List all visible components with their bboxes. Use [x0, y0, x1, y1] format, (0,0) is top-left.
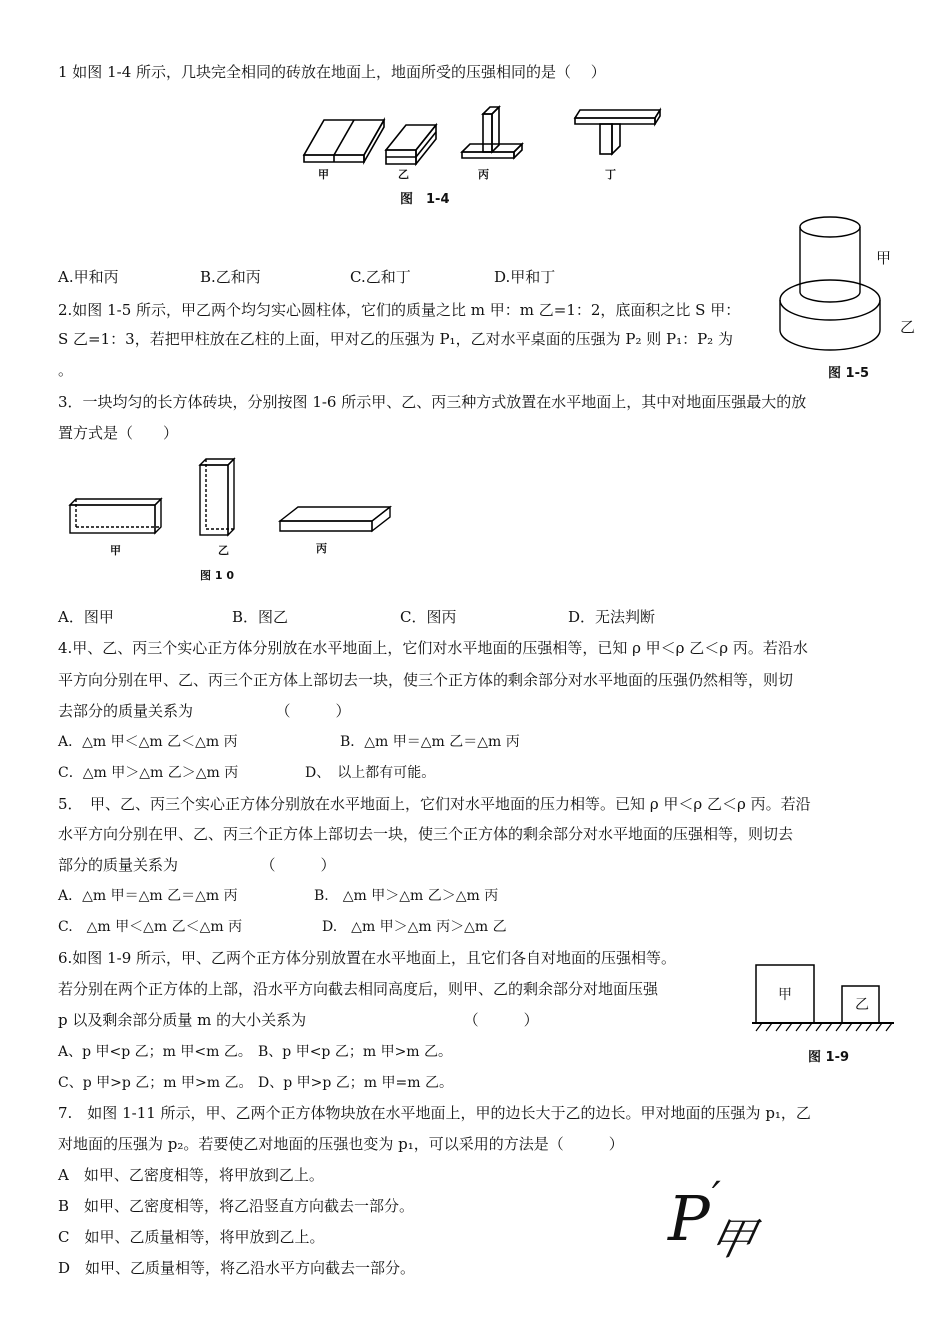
q2-label-yi: 乙 — [900, 318, 916, 336]
formula-base: P — [668, 1182, 710, 1255]
q6-option-b: B、p 甲<p 乙；m 甲>m 乙。 — [258, 1044, 453, 1060]
q5-option-d: D. △m 甲＞△m 丙＞△m 乙 — [322, 919, 507, 935]
formula-p-prime-jia — [668, 1174, 763, 1265]
q4-option-c: C．△m 甲＞△m 乙＞△m 丙 — [58, 765, 239, 781]
q6-line-2: 若分别在两个正方体的上部，沿水平方向截去相同高度后，则甲、乙的剩余部分对地面压强 — [58, 980, 659, 998]
q4-option-a: A．△m 甲＜△m 乙＜△m 丙 — [58, 734, 238, 750]
figure-1-4 — [300, 100, 670, 210]
q3-option-d: D．无法判断 — [568, 608, 656, 626]
q7-line-2: 对地面的压强为 p₂。若要使乙对地面的压强也变为 p₁，可以采用的方法是（ ） — [58, 1135, 624, 1153]
q1-option-d: D.甲和丁 — [494, 268, 556, 286]
q3-label-yi: 乙 — [218, 544, 229, 557]
q4-option-b: B．△m 甲＝△m 乙＝△m 丙 — [340, 734, 520, 750]
q7-option-d: D 如甲、乙质量相等，将乙沿水平方向截去一部分。 — [58, 1259, 416, 1277]
q1-text: 1 如图 1-4 所示，几块完全相同的砖放在地面上，地面所受的压强相同的是（ ） — [58, 63, 606, 81]
q4-line-1: 4.甲、乙、丙三个实心正方体分别放在水平地面上，它们对水平地面的压强相等，已知 ρ 甲＜ρ 乙＜ρ 丙。若沿水 — [58, 639, 808, 657]
q2-line-1: 2.如图 1-5 所示，甲乙两个均匀实心圆柱体，它们的质量之比 m 甲：m 乙=1：2，底面积之比 S 甲： — [58, 301, 741, 319]
q6-option-d: D、p 甲>p 乙；m 甲=m 乙。 — [258, 1075, 453, 1091]
q6-line-1: 6.如图 1-9 所示，甲、乙两个正方体分别放置在水平地面上，且它们各自对地面的压强相等。 — [58, 949, 677, 967]
q2-line-3: 。 — [58, 361, 74, 379]
q1-option-c: C.乙和丁 — [350, 268, 411, 286]
q2-label-jia: 甲 — [876, 249, 892, 267]
q3-option-b: B．图乙 — [232, 608, 289, 626]
q5-option-b: B. △m 甲＞△m 乙＞△m 丙 — [314, 888, 499, 904]
q3-option-c: C．图丙 — [400, 608, 457, 626]
formula-subscript: 甲 — [704, 1214, 760, 1265]
q1-label-yi: 乙 — [398, 168, 409, 181]
q5-line-2: 水平方向分别在甲、乙、丙三个正方体上部切去一块，使三个正方体的剩余部分对水平地面的压强相等，则切去 — [58, 825, 794, 843]
formula-prime: ′ — [711, 1174, 721, 1220]
q4-line-2: 平方向分别在甲、乙、丙三个正方体上部切去一块，使三个正方体的剩余部分对水平地面的压强仍然相等，则切 — [58, 671, 794, 689]
q2-line-2: S 乙=1：3，若把甲柱放在乙柱的上面，甲对乙的压强为 P₁，乙对水平桌面的压强为 P₂ 则 P₁：P₂ 为 — [58, 330, 733, 348]
figure-1-5 — [778, 212, 888, 362]
q5-line-1: 5． 甲、乙、丙三个实心正方体分别放在水平地面上，它们对水平地面的压力相等。已知 ρ 甲＜ρ 乙＜ρ 丙。若沿 — [58, 795, 811, 813]
q7-option-c: C 如甲、乙质量相等，将甲放到乙上。 — [58, 1228, 325, 1246]
q4-option-d: D、 以上都有可能。 — [305, 765, 436, 781]
q6-label-yi: 乙 — [855, 997, 869, 1013]
q5-line-3: 部分的质量关系为 （ ） — [58, 856, 336, 874]
q3-label-jia: 甲 — [110, 544, 121, 557]
q1-option-b: B.乙和丙 — [200, 268, 261, 286]
q1-label-bing: 丙 — [478, 168, 489, 181]
figure-1-4-caption: 图 1-4 — [400, 192, 450, 207]
figure-1-9-caption: 图 1-9 — [808, 1050, 850, 1065]
q6-label-jia: 甲 — [778, 987, 792, 1003]
q6-line-3: p 以及剩余部分质量 m 的大小关系为 （ ） — [58, 1011, 539, 1029]
q6-option-a: A、p 甲<p 乙；m 甲<m 乙。 — [58, 1044, 252, 1060]
q5-option-a: A．△m 甲＝△m 乙＝△m 丙 — [58, 888, 238, 904]
q3-label-bing: 丙 — [316, 542, 327, 555]
q3-option-a: A．图甲 — [58, 608, 114, 626]
figure-1-6-caption: 图 1 0 — [200, 569, 234, 582]
q1-label-ding: 丁 — [605, 168, 616, 181]
q7-line-1: 7. 如图 1-11 所示，甲、乙两个正方体物块放在水平地面上，甲的边长大于乙的边长。甲对地面的压强为 p₁，乙 — [58, 1104, 811, 1122]
q7-option-b: B 如甲、乙密度相等，将乙沿竖直方向截去一部分。 — [58, 1197, 415, 1215]
q3-line-1: 3．一块均匀的长方体砖块，分别按图 1-6 所示甲、乙、丙三种方式放置在水平地面上，其中对地面压强最大的放 — [58, 393, 807, 411]
q5-option-c: C. △m 甲＜△m 乙＜△m 丙 — [58, 919, 243, 935]
q4-line-3: 去部分的质量关系为 （ ） — [58, 702, 351, 720]
figure-1-6 — [60, 455, 400, 555]
q7-option-a: A 如甲、乙密度相等，将甲放到乙上。 — [58, 1166, 324, 1184]
q3-line-2: 置方式是（ ） — [58, 424, 179, 442]
figure-1-9 — [752, 962, 894, 1042]
figure-1-5-caption: 图 1-5 — [828, 366, 870, 381]
q1-label-jia: 甲 — [318, 168, 329, 181]
q6-option-c: C、p 甲>p 乙；m 甲>m 乙。 — [58, 1075, 253, 1091]
q1-option-a: A.甲和丙 — [58, 268, 119, 286]
